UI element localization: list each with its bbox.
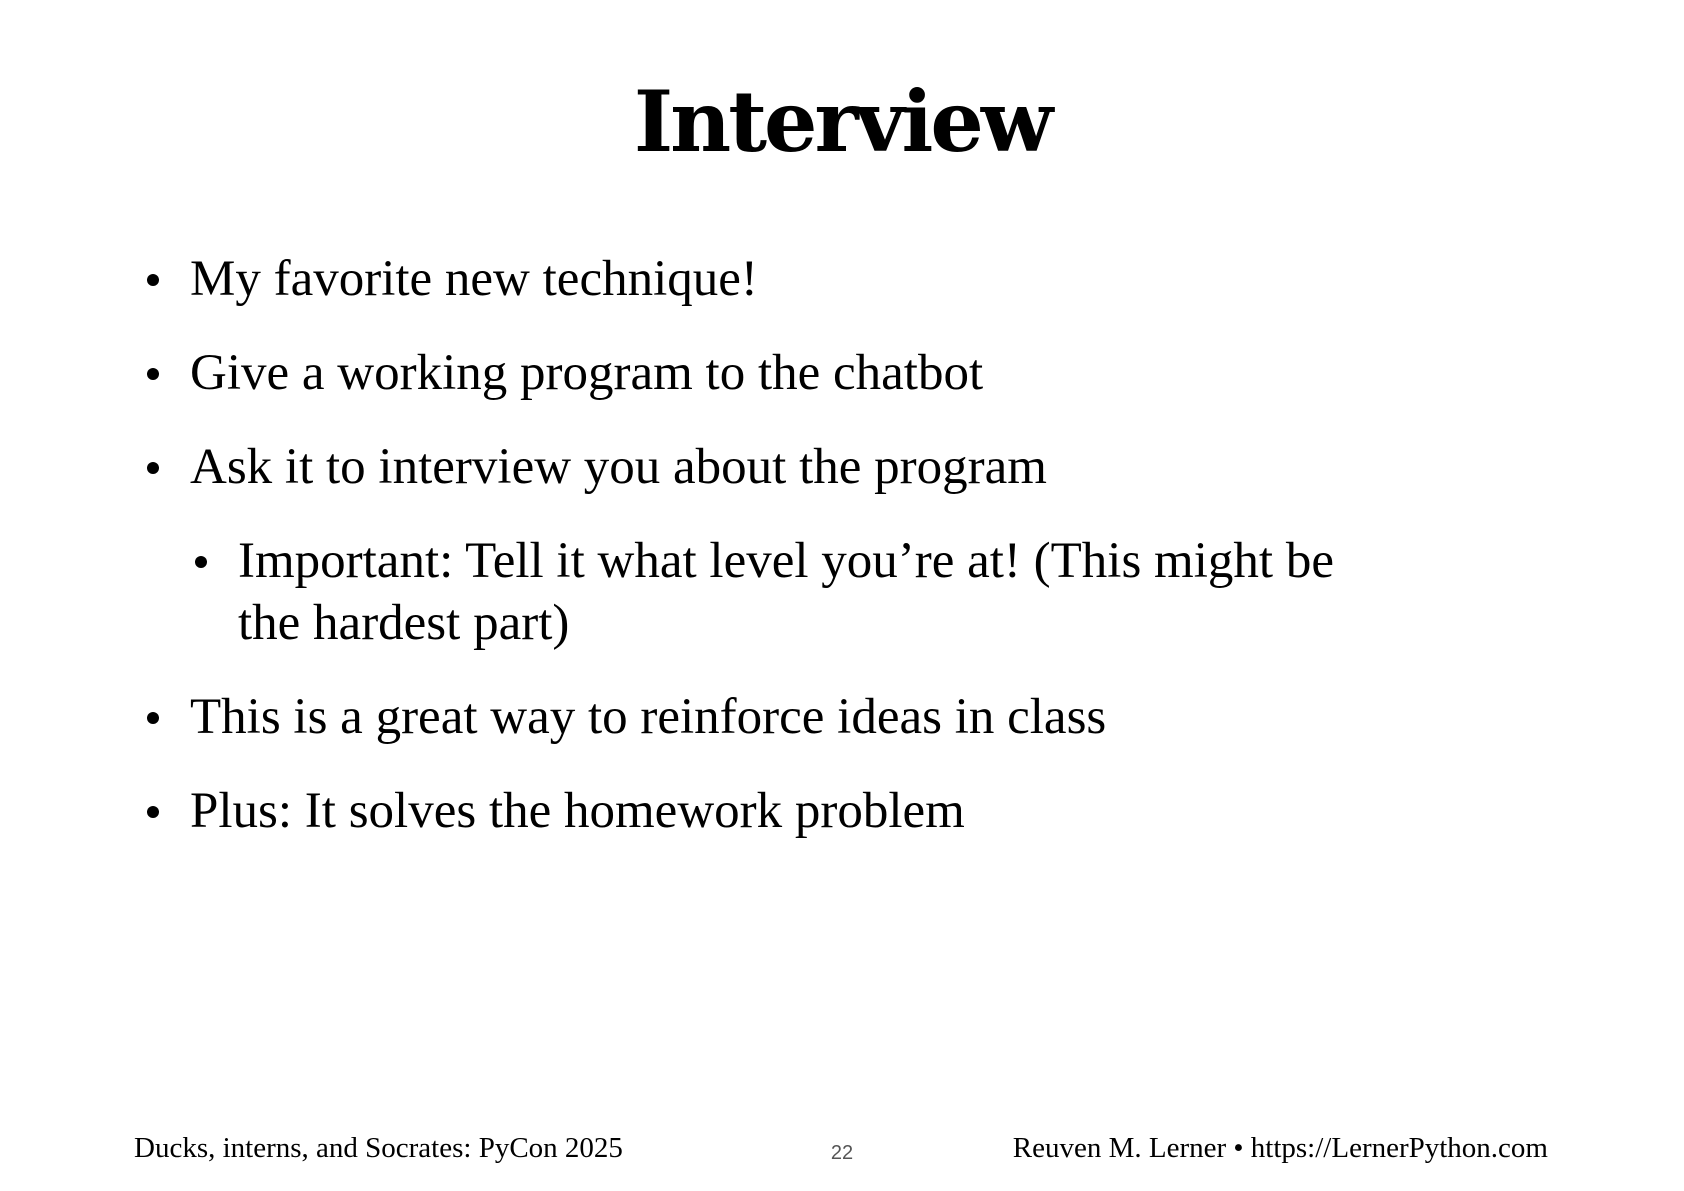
bullet-item: Give a working program to the chatbot (144, 342, 1544, 404)
bullet-item: My favorite new technique! (144, 248, 1544, 310)
footer-author: Reuven M. Lerner • https://LernerPython.com (1012, 1132, 1548, 1164)
footer-talk-title: Ducks, interns, and Socrates: PyCon 2025 (134, 1132, 623, 1164)
slide-title: Interview (633, 72, 1051, 171)
bullet-item: Plus: It solves the homework problem (144, 780, 1544, 842)
bullet-list (144, 248, 1544, 874)
bullet-item: This is a great way to reinforce ideas in class (144, 686, 1544, 748)
sub-bullet-item: Important: Tell it what level you’re at! (This might be the hardest part) (192, 530, 1358, 654)
bullet-item: Ask it to interview you about the program (144, 436, 1544, 498)
page-number: 22 (830, 1142, 854, 1164)
